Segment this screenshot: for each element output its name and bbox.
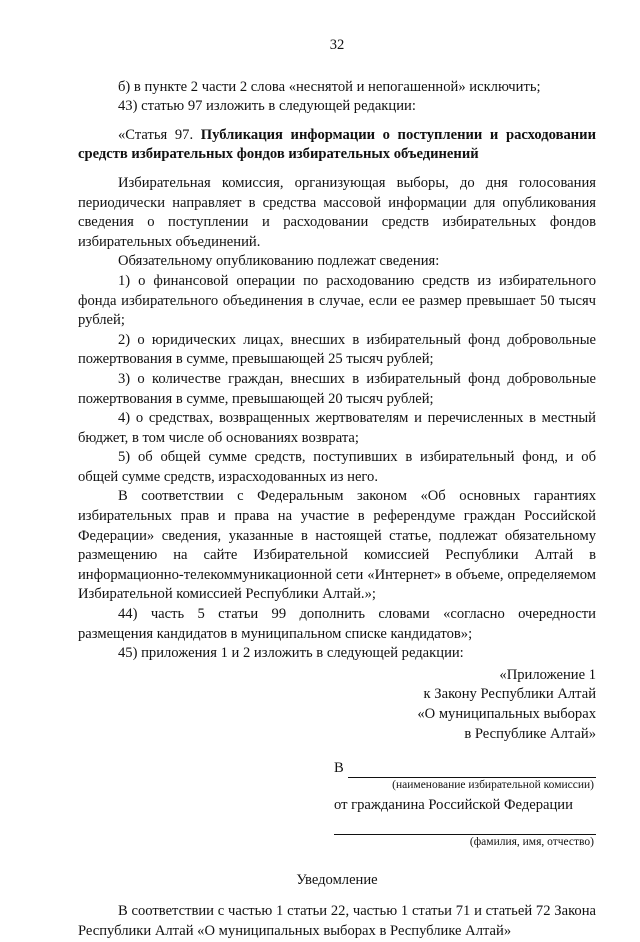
article-paragraph-mandatory: Обязательному опубликованию подлежат сведения: xyxy=(118,253,440,270)
article-list-item-4: 4) о средствах, возвращенных жертвователям и перечисленных в местный бюджет, в том числе об основаниях возврата; xyxy=(78,410,596,446)
addressee-block xyxy=(334,758,596,849)
article-heading xyxy=(78,126,596,165)
appendix-line: «О муниципальных выборах xyxy=(417,706,596,722)
notice-text: В соответствии с частью 1 статьи 22, частью 1 статьи 71 и статьей 72 Закона Республики Алтай «О муниципальных выборах в Республике Алтай» xyxy=(78,903,596,939)
paragraph-item-44: 44) часть 5 статьи 99 дополнить словами «согласно очередности размещения кандидатов в муниципальном списке кандидатов»; xyxy=(78,606,596,642)
commission-name-line xyxy=(348,763,596,778)
to-prefix: В xyxy=(334,759,344,776)
article-prefix: «Статья 97. xyxy=(118,126,201,143)
citizen-name-caption: (фамилия, имя, отчество) xyxy=(469,835,594,848)
commission-caption: (наименование избирательной комиссии) xyxy=(392,779,594,792)
spacer xyxy=(78,117,596,126)
page-number: 32 xyxy=(329,37,345,53)
spacer xyxy=(78,165,596,174)
document-page xyxy=(78,36,596,942)
paragraph-item-b: б) в пункте 2 части 2 слова «неснятой и непогашенной» исключить; xyxy=(118,78,541,95)
appendix-line: к Закону Республики Алтай xyxy=(423,686,596,703)
appendix-line: в Республике Алтай» xyxy=(464,725,596,742)
article-paragraph-federal-law: В соответствии с Федеральным законом «Об основных гарантиях избирательных прав и права на участие в референдуме граждан Российской Федерации» сведения, указанные в настоящей статье, подлежат обязательному размещению на сайте Избирательной комиссией Республики Алтай в информационно-телекоммуникационной сети «Интернет» в объеме, определяемом Избирательной комиссией Республики Алтай.»; xyxy=(78,488,596,603)
article-paragraph-intro: Избирательная комиссия, организующая выборы, до дня голосования периодически направляет в средства массовой информации для опубликования сведения о поступлении и расходовании средств избирательных фондов избирательных объединений. xyxy=(78,174,596,250)
paragraph-item-43: 43) статью 97 изложить в следующей редакции: xyxy=(118,98,416,115)
commission-row xyxy=(334,758,596,778)
paragraph-item-45: 45) приложения 1 и 2 изложить в следующей редакции: xyxy=(118,645,464,662)
citizen-name-line xyxy=(334,818,596,835)
article-title: Публикация информации о поступлении и расходовании средств избирательных фондов избирательных объединений xyxy=(78,126,597,163)
article-list-item-2: 2) о юридических лицах, внесших в избирательный фонд добровольные пожертвования в сумме, превышающей 25 тысяч рублей; xyxy=(78,331,596,368)
article-list-item-5: 5) об общей сумме средств, поступивших в избирательный фонд, и об общей сумме средств, израсходованных из него. xyxy=(78,449,596,485)
article-list-item-1: 1) о финансовой операции по расходованию средств из избирательного фонда избирательного объединения в случае, если ее размер превышает 50 тысяч рублей; xyxy=(78,272,596,329)
appendix-header xyxy=(78,666,596,744)
notice-title: Уведомление xyxy=(296,871,378,888)
from-citizen-text: от гражданина Российской Федерации xyxy=(334,797,573,814)
appendix-line: «Приложение 1 xyxy=(499,666,596,683)
article-list-item-3: 3) о количестве граждан, внесших в избирательный фонд добровольные пожертвования в сумме, превышающей 20 тысяч рублей; xyxy=(78,370,596,407)
